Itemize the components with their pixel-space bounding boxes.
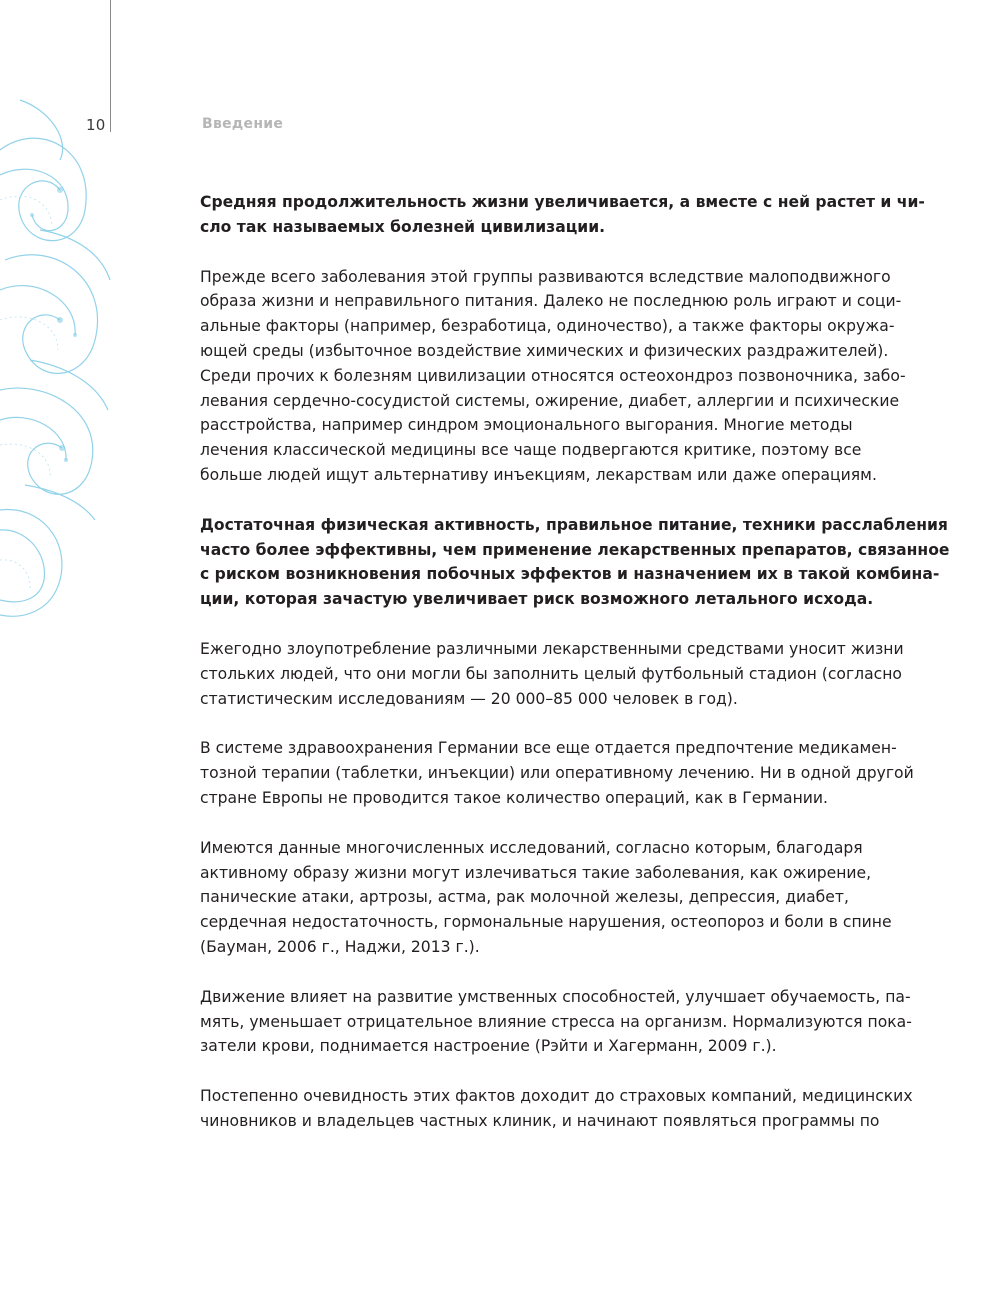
paragraph-spacer <box>200 488 870 513</box>
body-text <box>200 190 950 1134</box>
paragraph <box>200 836 892 960</box>
text-line: ции, которая зачастую увеличивает риск возможного летального исхода. <box>200 590 874 609</box>
paragraph <box>200 985 912 1059</box>
margin-rule <box>110 0 111 132</box>
text-line: Имеются данные многочисленных исследований, согласно которым, благодаря <box>200 838 863 857</box>
text-line: больше людей ищут альтернативу инъекциям, лекарствам или даже операциям. <box>200 465 877 484</box>
text-line: Движение влияет на развитие умственных способностей, улучшает обучаемость, па- <box>200 987 911 1006</box>
text-line: мять, уменьшает отрицательное влияние стресса на организм. Нормализуются пока- <box>200 1012 912 1031</box>
text-line: Ежегодно злоупотребление различными лекарственными средствами уносит жизни <box>200 639 904 658</box>
text-line: Достаточная физическая активность, правильное питание, техники расслабления <box>200 515 948 534</box>
text-line: статистическим исследованиям — 20 000–85 000 человек в год). <box>200 689 738 708</box>
paragraph-spacer <box>200 711 870 736</box>
text-line: сердечная недостаточность, гормональные нарушения, остеопороз и боли в спине <box>200 913 892 932</box>
text-line: активному образу жизни могут излечиваться такие заболевания, как ожирение, <box>200 863 872 882</box>
bold-paragraph <box>200 513 950 612</box>
paragraph-spacer <box>200 811 870 836</box>
bold-paragraph <box>200 190 925 240</box>
text-line: затели крови, поднимается настроение (Рэйти и Хагерманн, 2009 г.). <box>200 1037 777 1056</box>
text-line: тозной терапии (таблетки, инъекции) или оперативному лечению. Ни в одной другой <box>200 764 914 783</box>
running-head: Введение <box>202 116 284 132</box>
text-line: панические атаки, артрозы, астма, рак молочной железы, депрессия, диабет, <box>200 888 849 907</box>
text-line: лечения классической медицины все чаще подвергаются критике, поэтому все <box>200 441 862 460</box>
paragraph <box>200 1084 913 1134</box>
text-line: альные факторы (например, безработица, одиночество), а также факторы окружа- <box>200 317 895 336</box>
text-line: Прежде всего заболевания этой группы развиваются вследствие малоподвижного <box>200 267 891 286</box>
paragraph <box>200 637 904 711</box>
text-line: расстройства, например синдром эмоционального выгорания. Многие методы <box>200 416 853 435</box>
paragraph-spacer <box>200 240 870 265</box>
text-line: (Бауман, 2006 г., Наджи, 2013 г.). <box>200 937 480 956</box>
text-line: Постепенно очевидность этих фактов доходит до страховых компаний, медицинских <box>200 1087 913 1106</box>
text-line: чиновников и владельцев частных клиник, и начинают появляться программы по <box>200 1111 880 1130</box>
text-line: часто более эффективны, чем применение лекарственных препаратов, связанное <box>200 540 950 559</box>
text-line: стране Европы не проводится такое количество операций, как в Германии. <box>200 788 829 807</box>
text-line: образа жизни и неправильного питания. Далеко не последнюю роль играют и соци- <box>200 292 902 311</box>
text-line: стольких людей, что они могли бы заполнить целый футбольный стадион (согласно <box>200 664 902 683</box>
text-line: сло так называемых болезней цивилизации. <box>200 217 606 236</box>
text-line: с риском возникновения побочных эффектов и назначением их в такой комбина- <box>200 565 940 584</box>
paragraph-spacer <box>200 960 870 985</box>
page-number: 10 <box>86 116 106 134</box>
text-line: Средняя продолжительность жизни увеличивается, а вместе с ней растет и чи- <box>200 193 925 211</box>
paisley-ornament-icon <box>0 0 120 640</box>
paragraph-spacer <box>200 612 870 637</box>
paragraph <box>200 265 906 488</box>
text-line: В системе здравоохранения Германии все еще отдается предпочтение медикамен- <box>200 739 897 758</box>
paragraph <box>200 736 914 810</box>
paragraph-spacer <box>200 1059 870 1084</box>
text-line: ющей среды (избыточное воздействие химических и физических раздражителей). <box>200 341 889 360</box>
text-line: Среди прочих к болезням цивилизации относятся остеохондроз позвоночника, забо- <box>200 366 906 385</box>
text-line: левания сердечно-сосудистой системы, ожирение, диабет, аллергии и психические <box>200 391 900 410</box>
